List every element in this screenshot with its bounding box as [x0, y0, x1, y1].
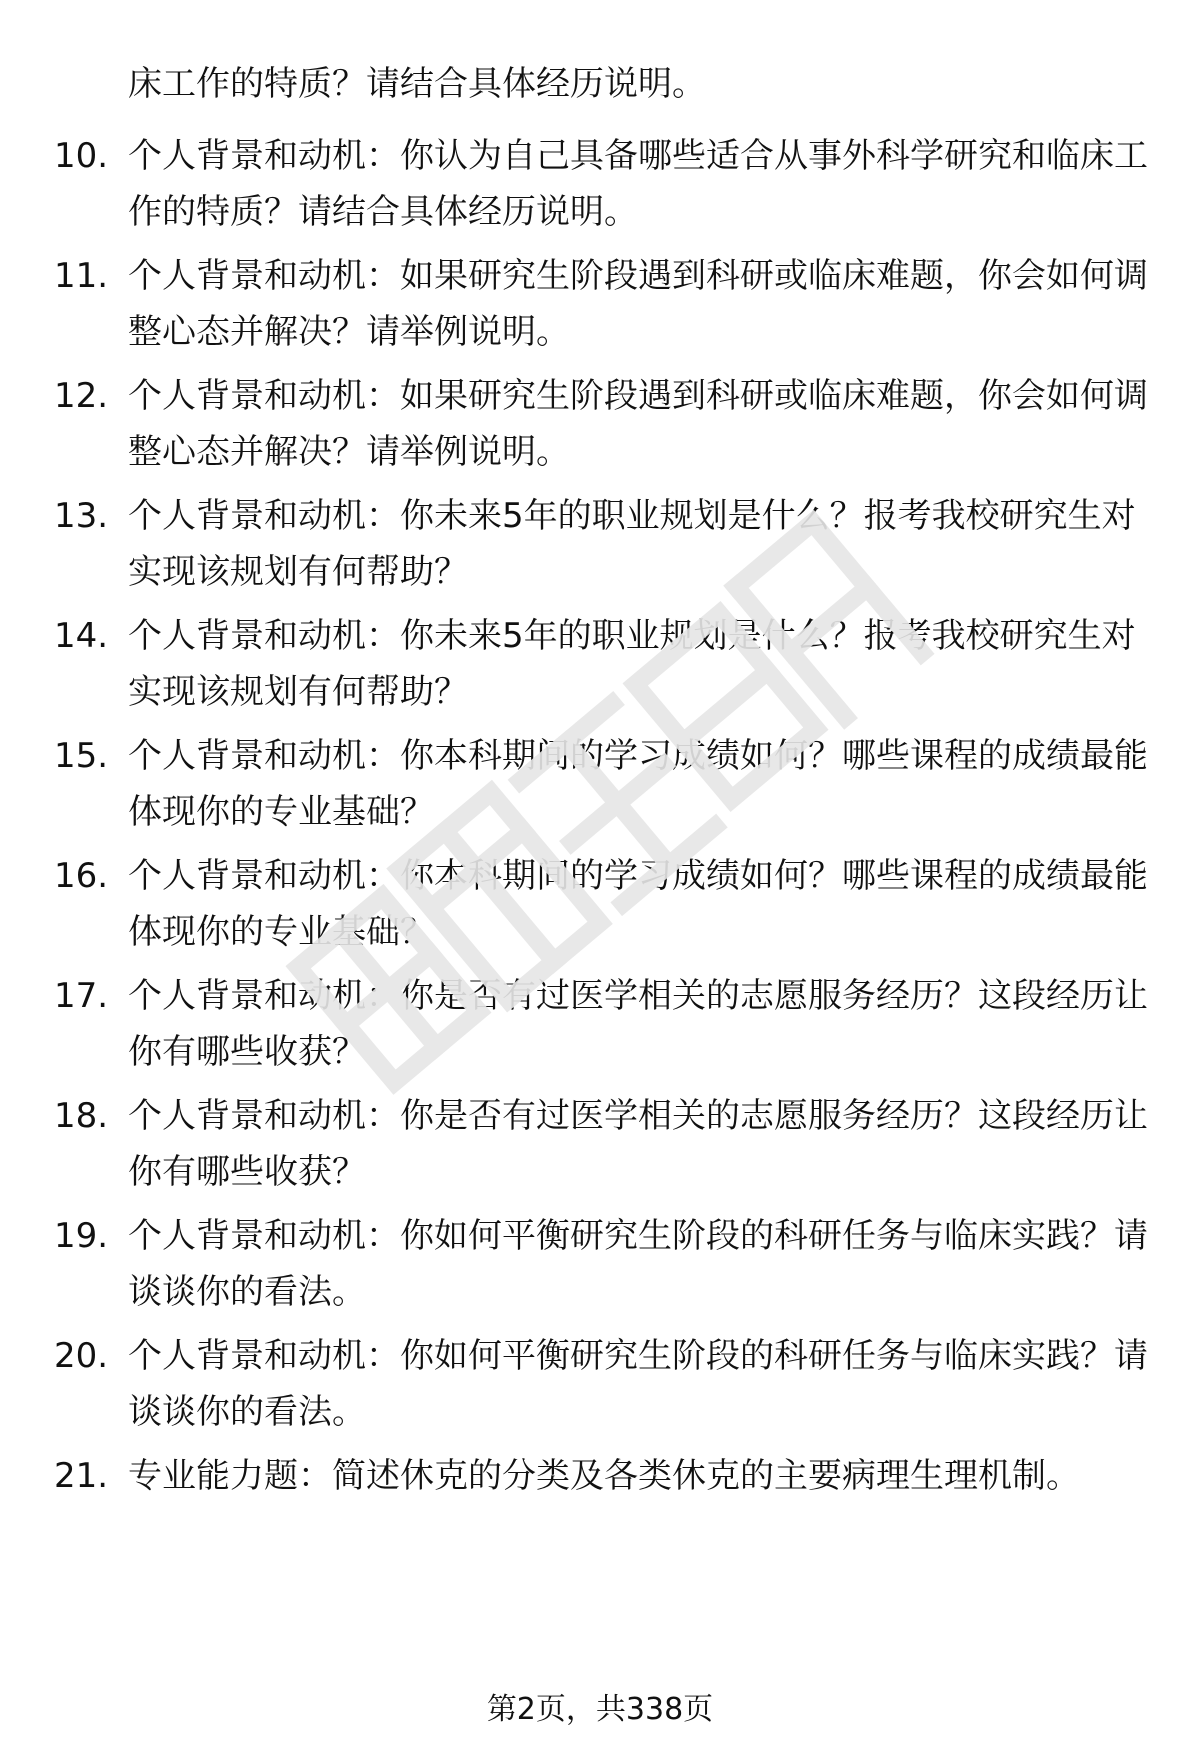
item-text: 个人背景和动机：你是否有过医学相关的志愿服务经历？这段经历让你有哪些收获？ [128, 1096, 1148, 1192]
item-text: 个人背景和动机：你是否有过医学相关的志愿服务经历？这段经历让你有哪些收获？ [128, 976, 1148, 1072]
item-number: 16. [54, 856, 109, 896]
item-text: 个人背景和动机：你未来5年的职业规划是什么？报考我校研究生对实现该规划有何帮助？ [128, 616, 1136, 712]
item-text: 个人背景和动机：你本科期间的学习成绩如何？哪些课程的成绩最能体现你的专业基础？ [128, 856, 1148, 952]
continued-paragraph: 床工作的特质？请结合具体经历说明。 [128, 64, 706, 104]
item-number: 15. [54, 736, 109, 776]
item-number: 18. [54, 1096, 109, 1136]
item-number: 11. [54, 256, 109, 296]
item-number: 10. [54, 136, 109, 176]
item-number: 19. [54, 1216, 109, 1256]
item-text: 个人背景和动机：你如何平衡研究生阶段的科研任务与临床实践？请谈谈你的看法。 [128, 1216, 1148, 1312]
item-number: 20. [54, 1336, 109, 1376]
item-text: 个人背景和动机：如果研究生阶段遇到科研或临床难题，你会如何调整心态并解决？请举例说明。 [128, 376, 1148, 472]
item-text: 专业能力题：简述休克的分类及各类休克的主要病理生理机制。 [128, 1456, 1080, 1496]
item-number: 12. [54, 376, 109, 416]
item-number: 13. [54, 496, 109, 536]
page-footer: 第2页，共338页 [486, 1692, 714, 1727]
item-text: 个人背景和动机：你认为自己具备哪些适合从事外科学研究和临床工作的特质？请结合具体经历说明。 [128, 136, 1148, 232]
item-text: 个人背景和动机：你未来5年的职业规划是什么？报考我校研究生对实现该规划有何帮助？ [128, 496, 1136, 592]
item-text: 个人背景和动机：你如何平衡研究生阶段的科研任务与临床实践？请谈谈你的看法。 [128, 1336, 1148, 1432]
item-text: 个人背景和动机：你本科期间的学习成绩如何？哪些课程的成绩最能体现你的专业基础？ [128, 736, 1148, 832]
item-text: 个人背景和动机：如果研究生阶段遇到科研或临床难题，你会如何调整心态并解决？请举例说明。 [128, 256, 1148, 352]
item-number: 14. [54, 616, 109, 656]
item-number: 17. [54, 976, 109, 1016]
item-number: 21. [54, 1456, 109, 1496]
